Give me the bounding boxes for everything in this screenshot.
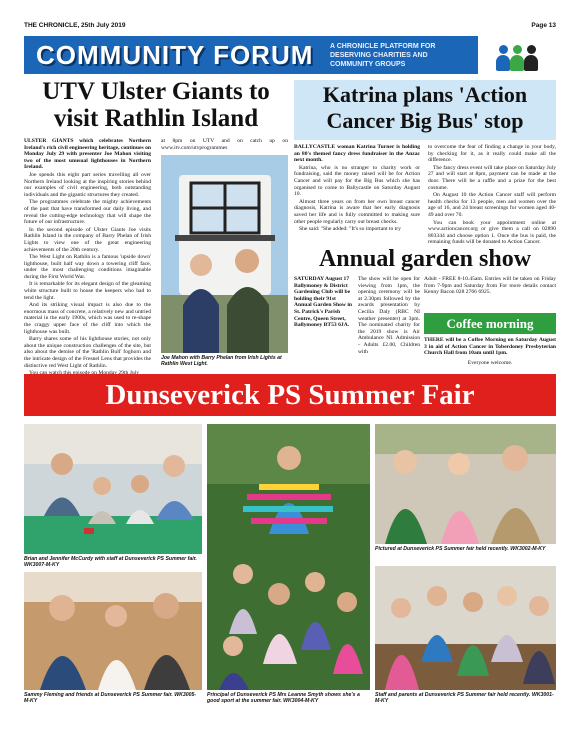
photo-principal-sponge bbox=[207, 424, 370, 690]
caption-sammy: Sammy Fleming and friends at Dunseverick PS Summer fair. WK3005-M-KY bbox=[24, 692, 197, 704]
photo-fair-group-illustration bbox=[375, 424, 556, 544]
caption-pictured: Pictured at Dunseverick PS Summer fair held recently. WK3002-M-KY bbox=[375, 546, 546, 552]
utv-body-column-2 bbox=[161, 138, 288, 152]
katrina-para: Katrina, who is no stranger to charity work or fundraising, said the money raised will be for Action Cancer and will pay for the Big Bus which she has organised to come to Ballycastle on Saturday August 10. bbox=[294, 164, 420, 198]
katrina-para: On August 10 the Action Cancer staff will perform health checks for 13 people, men and women over the age of 16, and 24 breast screenings for women aged 40-49 and over 70. bbox=[428, 192, 556, 218]
katrina-para: to overcome the fear of finding a change in your body, by checking for it, as it really could make all the difference. bbox=[428, 144, 556, 164]
coffee-morning-tail: Everyone welcome. bbox=[467, 360, 513, 366]
katrina-column-2 bbox=[428, 144, 556, 247]
photo-mccurdy-staff bbox=[24, 424, 202, 554]
utv-para: Barry shares some of his lighthouse stories, not only about the unique construction challenges of the site, but also about the demise of the 'Rathlin Bull' foghorn and the intricate design of the Fresnel Lens that provides the distinctive red West Light of Rathlin. bbox=[24, 336, 151, 369]
garden-show-column-2: The show will be open for viewing from 1pm, the opening ceremony will be at 2.30pm followed by the awards presentation by Cecilia Daly (RBC NI weather presenter) at 3pm. The nominated charity for the 2019 show is Air Ambulance NI. Admission - Adults £2.00, Children with bbox=[358, 276, 420, 355]
banner-subtitle: A CHRONICLE PLATFORM FOR DESERVING CHARITIES AND COMMUNITY GROUPS bbox=[330, 42, 436, 68]
summer-fair-banner: Dunseverick PS Summer Fair bbox=[24, 374, 556, 416]
banner-title: COMMUNITY FORUM bbox=[36, 39, 314, 70]
caption-staff-parents: Staff and parents at Dunseverick PS Summer fair held recently. WK3001-M-KY bbox=[375, 692, 554, 704]
page-number: Page 13 bbox=[531, 22, 556, 29]
utv-para: It is remarkable for its elegant design of the gleaming white structure built to house the keepers who had to tend the light. bbox=[24, 281, 151, 301]
katrina-column-1 bbox=[294, 144, 420, 234]
coffee-morning-lead: THERE will be a Coffee Morning on Saturday August 3 in aid of Action Cancer in Toberdoney Presbyterian Church Hall from 10am until 1pm. bbox=[424, 337, 556, 357]
katrina-lead: BALLYCASTLE woman Katrina Turner is holding an 80's themed fancy dress fundraiser in the Anzac next month. bbox=[294, 144, 420, 164]
katrina-para: She said: "She added: "It's so important to try bbox=[299, 226, 401, 233]
utv-headline: UTV Ulster Giants to visit Rathlin Island bbox=[42, 78, 270, 132]
garden-show-headline: Annual garden show bbox=[318, 246, 532, 272]
photo-staff-parents bbox=[375, 566, 556, 690]
utv-body-column-1 bbox=[24, 138, 151, 378]
lighthouse-photo bbox=[161, 155, 288, 353]
katrina-para: You can book your appointment online at www.actioncancer.org or give them a call on 02890 803344 and choose option 1. Once the bus is paid, the remaining funds will be donated to Action Cancer. bbox=[428, 219, 556, 246]
paper-name-date: THE CHRONICLE, 25th July 2019 bbox=[24, 22, 126, 29]
katrina-para: The fancy dress event will take place on Saturday July 27 and will start at 8pm, payment can be made at the door. There will be a raffle and a prize for the best costume. bbox=[428, 164, 556, 191]
photo-staff-illustration bbox=[375, 566, 556, 690]
community-logo-icon bbox=[478, 36, 556, 74]
page-header bbox=[24, 22, 556, 32]
utv-lead: ULSTER GIANTS which celebrates Northern Ireland's rich civil engineering heritage, continues on Monday July 29 with presenter Joe Mahon visiting two of the most unusual lighthouses in Northern Ireland. bbox=[24, 138, 151, 171]
coffee-morning-title: Coffee morning bbox=[424, 313, 556, 334]
utv-photo-caption: Joe Mahon with Barry Phelan from Irish Lights at Rathlin West Light. bbox=[161, 355, 282, 367]
photo-principal-illustration bbox=[207, 424, 370, 690]
katrina-para: Almost three years on from her own breast cancer diagnosis, Katrina is aware that her early diagnosis saved her life and is fully committed to making sure other people regularly carry out breast checks. bbox=[294, 198, 420, 225]
photo-sammy-fleming bbox=[24, 572, 202, 690]
garden-show-lead: SATURDAY August 17 Ballymoney & District Gardening Club will be holding their 91st Annual Garden Show in St. Patrick's Parish Centre, Queen Street, Ballymoney BT53 6JA. bbox=[294, 276, 352, 329]
katrina-headline: Katrina plans 'Action Cancer Big Bus' stop bbox=[322, 82, 528, 133]
photo-sammy-illustration bbox=[24, 572, 202, 690]
utv-para: The programmes celebrate the mighty achievements of the past that have transformed our daily living, and reveal the cutting-edge technology that will shape the future of our infrastructure. bbox=[24, 199, 151, 226]
utv-para: And its striking visual impact is also due to the enormous mass of concrete, a relatively new and untried material in the early 1900s, which was used to re-shape the craggy upper face of the cliff into which the lighthouse was built. bbox=[24, 302, 151, 335]
photo-mccurdy-illustration bbox=[24, 424, 202, 554]
utv-para: at 8pm on UTV and on catch up on www.itv.com/utvprogrammes bbox=[161, 138, 288, 151]
caption-principal: Principal of Dunseverick PS Mrs Leanne Smyth shows she's a good sport at the summer fair. WK3004-M-KY bbox=[207, 692, 360, 704]
lighthouse-illustration bbox=[161, 155, 288, 353]
community-forum-banner bbox=[24, 36, 556, 74]
utv-para: The West Light on Rathlin is a famous 'upside down' lighthouse, built half way down a towering cliff face, under the most challenging conditions imaginable during the First World War. bbox=[24, 254, 151, 280]
photo-fair-group bbox=[375, 424, 556, 544]
caption-mccurdy: Brian and Jennifer McCurdy with staff at Dunseverick PS Summer fair. WK3007-M-KY bbox=[24, 556, 197, 568]
utv-para: Joe spends this eight part series travelling all over Northern Ireland looking at the inspiring stories behind our examples of civil engineering, both outstanding individuals and the gigantic structures they created. bbox=[24, 171, 151, 198]
utv-para: In the second episode of Ulster Giants Joe visits Rathlin Island in the company of Barry Phelan of Irish Lights to view one of the great engineering achievements of the 20th century. bbox=[24, 226, 151, 253]
garden-show-column-3: Adult - FREE 8-10.45am. Entries will be taken on Friday from 7-9pm and Saturday from For more details contact Kenny Bacon 028 2766 6925. bbox=[424, 276, 556, 296]
